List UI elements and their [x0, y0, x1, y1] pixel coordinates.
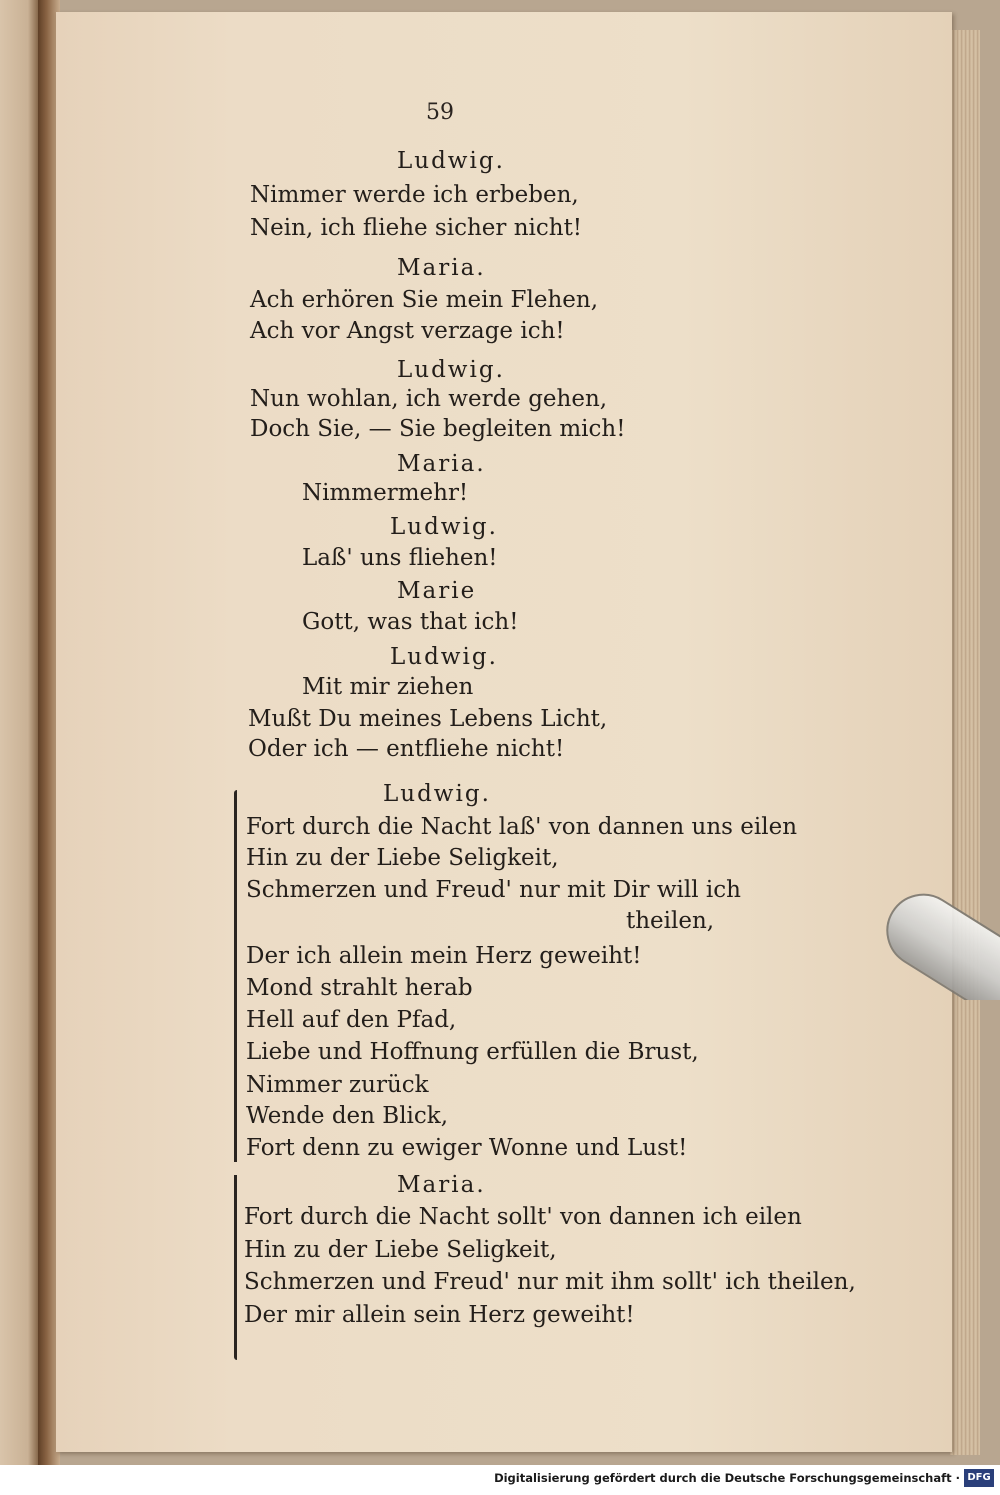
verse-line: Hin zu der Liebe Seligkeit,: [246, 845, 559, 871]
page-holder-clip-shape: [880, 880, 1000, 1000]
page-stack-edge: [950, 30, 980, 1455]
duet-bracket-maria: [234, 1175, 237, 1360]
duet-bracket-ludwig: [234, 790, 237, 1162]
page-holder-clip: [880, 880, 1000, 1000]
speaker-label: Marie: [397, 578, 477, 604]
verse-line: Nimmermehr!: [302, 480, 469, 506]
verse-line: Fort denn zu ewiger Wonne und Lust!: [246, 1135, 688, 1161]
speaker-label: Ludwig.: [390, 514, 498, 540]
speaker-label: Ludwig.: [390, 644, 498, 670]
verse-line: Oder ich — entfliehe nicht!: [248, 736, 565, 762]
verse-line: Nun wohlan, ich werde gehen,: [250, 386, 608, 412]
speaker-label: Ludwig.: [397, 148, 505, 174]
verse-line: Schmerzen und Freud' nur mit Dir will ich: [246, 877, 741, 903]
verse-line: Fort durch die Nacht sollt' von dannen ich eilen: [244, 1204, 802, 1230]
verse-line: theilen,: [626, 908, 715, 934]
verse-line: Doch Sie, — Sie begleiten mich!: [250, 416, 626, 442]
verse-line: Nimmer werde ich erbeben,: [250, 182, 579, 208]
verse-line: Ach vor Angst verzage ich!: [250, 318, 565, 344]
speaker-label: Maria.: [397, 255, 486, 281]
verse-line: Schmerzen und Freud' nur mit ihm sollt' ich theilen,: [244, 1269, 856, 1295]
verse-line: Mit mir ziehen: [302, 674, 474, 700]
previous-page-edge: [0, 0, 40, 1465]
speaker-label: Ludwig.: [383, 781, 491, 807]
verse-line: Liebe und Hoffnung erfüllen die Brust,: [246, 1039, 699, 1065]
verse-line: Laß' uns fliehen!: [302, 545, 498, 571]
dfg-logo: DFG: [964, 1469, 994, 1487]
verse-line: Nein, ich fliehe sicher nicht!: [250, 215, 583, 241]
verse-line: Nimmer zurück: [246, 1072, 429, 1098]
verse-line: Mond strahlt herab: [246, 975, 473, 1001]
speaker-label: Maria.: [397, 451, 486, 477]
verse-line: Hell auf den Pfad,: [246, 1007, 457, 1033]
speaker-label: Maria.: [397, 1172, 486, 1198]
verse-line: Mußt Du meines Lebens Licht,: [248, 706, 608, 732]
verse-line: Wende den Blick,: [246, 1103, 449, 1129]
verse-line: Ach erhören Sie mein Flehen,: [250, 287, 599, 313]
speaker-label: Ludwig.: [397, 357, 505, 383]
verse-line: Hin zu der Liebe Seligkeit,: [244, 1237, 557, 1263]
digitization-credit: Digitalisierung gefördert durch die Deutsche Forschungsgemeinschaft ·: [494, 1471, 960, 1485]
verse-line: Der mir allein sein Herz geweiht!: [244, 1302, 635, 1328]
page-number: 59: [426, 100, 454, 125]
verse-line: Der ich allein mein Herz geweiht!: [246, 943, 642, 969]
verse-line: Fort durch die Nacht laß' von dannen uns eilen: [246, 814, 798, 840]
verse-line: Gott, was that ich!: [302, 609, 519, 635]
